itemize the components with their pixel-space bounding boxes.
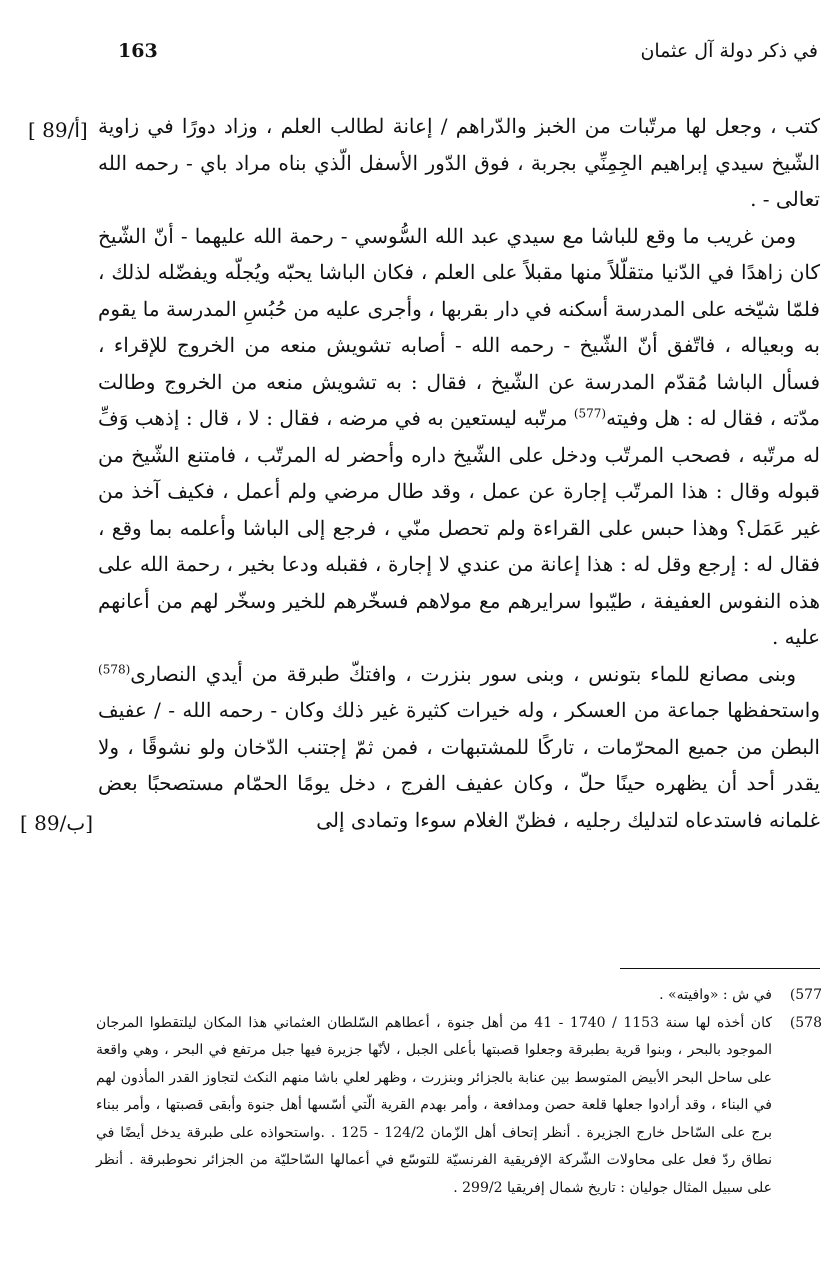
- footnote: [96, 982, 822, 1010]
- page-number: 163: [118, 40, 158, 62]
- footnote-number: (577: [789, 987, 822, 1003]
- footnote-ref[interactable]: (577): [573, 406, 607, 421]
- margin-folio-note-top: [ 89/أ]: [28, 118, 88, 142]
- running-title: في ذكر دولة آل عثمان: [640, 40, 818, 62]
- footnote-ref[interactable]: (578): [98, 661, 131, 676]
- paragraph: [98, 656, 820, 839]
- footnote-divider: [620, 968, 820, 969]
- paragraph-text: وبنى مصانع للماء بتونس ، وبنى سور بنزرت ، وافتكّ طبرقة من أيدي النصارى: [130, 661, 796, 686]
- paragraph-text: مرتّبه ليستعين به في مرضه ، فقال : لا ، قال : إذهب وَفِّ له مرتّبه ، فصحب المرتّب ودخل على الشّيخ داره وأحضر له المرتّب ، فامتنع الشّيخ من قبوله وقال : هذا المرتّب إجارة عن عمل ، وقد طال مرضي ولم أعمل ، فكيف آخذ من غير عَمَل؟ وهذا حبس على القراءة ولم تحصل منّي ، فرجع إلى الباشا وأعلمه بما وقع ، فقال له : إرجع وقل له : هذا إعانة من عندي لا إجارة ، فقبله ودعا بخير ، رحمة الله على هذه النفوس العفيفة ، طيّبوا سرايرهم مع مولاهم فسخّرهم للخير وسخّر لهم من أعانهم عليه .: [98, 406, 820, 649]
- main-text: [98, 108, 820, 838]
- footnote-text: كان أخذه لها سنة 1153 / 1740 - 41 من أهل جنوة ، أعطاهم السّلطان العثماني هذا المكان ليلتقطوا المرجان الموجود بالبحر ، وبنوا قرية بطبرقة وجعلوا قصبتها بأعلى الجبل ، لأنّها جزيرة فيها جبل مرتفع في البحر ، وهي واقعة على ساحل البحر الأبيض المتوسط بين عنابة بالجزائر وبنزرت ، وظهر لعلي باشا منهم النكث لتجاوز القدر المأذون لهم في البناء ، وقد أرادوا جعلها قلعة حصن ومدافعة ، وأمر بهدم القرية الّتي أسّسها أهل جنوة وأبقى قصبتها ، وأمر ببناء برج على السّاحل خارج الجزيرة . أنظر إتحاف أهل الزّمان 124/2 - 125 . .واستحواذه على طبرقة يدخل أيضًا في نطاق ردّ فعل على محاولات الشّركة الإفريقية الفرنسيّة للتوسّع في أعمالها السّاحليّة من الجزائر نحوطبرقة . أنظر على سبيل المثال جوليان : تاريخ شمال إفريقيا 299/2 .: [96, 1014, 772, 1196]
- paragraph-text: كتب ، وجعل لها مرتّبات من الخبز والدّراهم / إعانة لطالب العلم ، وزاد دورًا في زاوية الشّيخ سيدي إبراهيم الجِمِنِّي بجربة ، فوق الدّور الأسفل الّذي بناه مراد باي - رحمه الله تعالى - .: [98, 114, 820, 211]
- paragraph-text: ومن غريب ما وقع للباشا مع سيدي عبد الله السُّوسي - رحمة الله عليهما - أنّ الشّيخ كان زاهدًا في الدّنيا متقلّلاً منها مقبلاً على العلم ، فكان الباشا يحبّه ويُجلّه ويفضّله لذلك ، فلمّا شيّخه على المدرسة أسكنه في دار بقربها ، وأجرى عليه من حُبُسِ المدرسة ما يقوم به وبعياله ، فاتّفق أنّ الشّيخ - رحمه الله - أصابه تشويش منعه من الخروج للإقراء ، فسأل الباشا مُقدّم المدرسة عن الشّيخ ، فقال : به تشويش منعه من الخروج وطالت مدّته ، فقال له : هل وفيته: [98, 223, 820, 430]
- paragraph: [98, 218, 820, 656]
- paragraph-text: واستحفظها جماعة من العسكر ، وله خيرات كثيرة غير ذلك وكان - رحمه الله - / عفيف البطن من جميع المحرّمات ، تاركًا للمشتبهات ، فمن ثمّ إجتنب الدّخان ولو نشوقًا ، ولا يقدر أحد أن يظهره حينًا حلّ ، وكان عفيف الفرج ، دخل يومًا الحمّام مستصحبًا بعض غلمانه فاستدعاه لتدليك رجليه ، فظنّ الغلام سوءا وتمادى إلى: [98, 698, 820, 832]
- footnotes: [96, 982, 822, 1202]
- page-header: [118, 40, 818, 80]
- footnote-text: في ش : «وافيته» .: [659, 987, 772, 1003]
- margin-folio-note-bottom: [ 89/ب]: [20, 811, 93, 835]
- paragraph: [98, 108, 820, 218]
- footnote-number: (578: [789, 1014, 822, 1031]
- footnote: [96, 1010, 822, 1203]
